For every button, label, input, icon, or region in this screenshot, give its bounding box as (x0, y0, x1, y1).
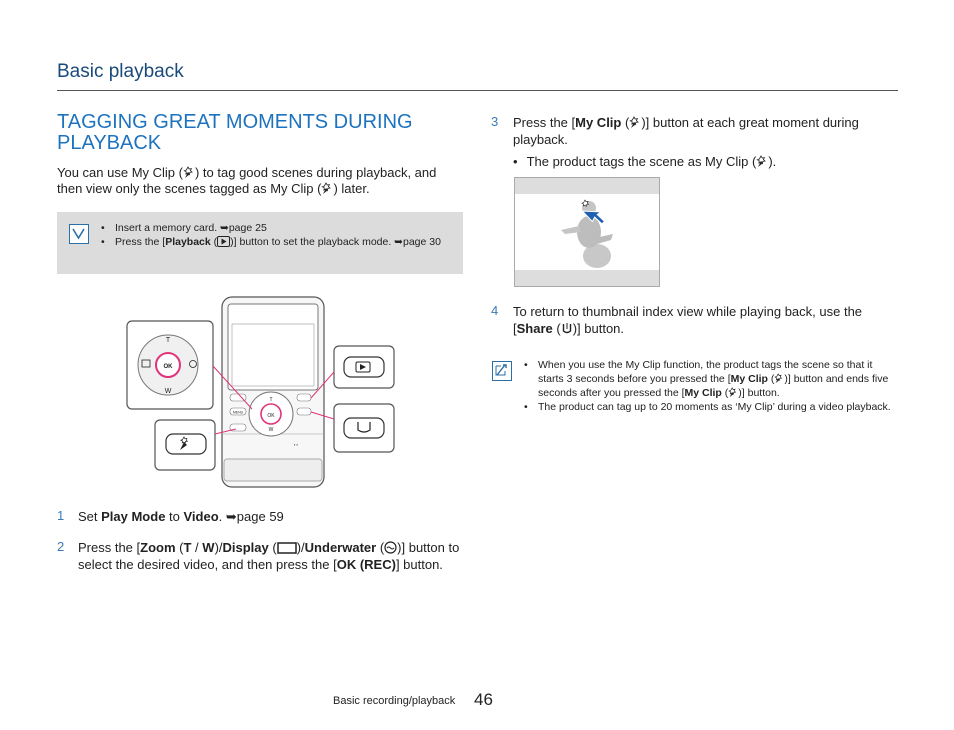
intro-text-3: ) later. (333, 181, 370, 196)
step-3-text: Press the [My Clip ( )] button at each great moment during playback. (513, 115, 859, 147)
intro-text-2: ) to tag good scenes during playback, and then view only the scenes tagged as My Clip ( (57, 165, 437, 196)
dial-t-label: T (165, 337, 171, 344)
page-number: 46 (474, 690, 493, 709)
myclip-icon (756, 155, 768, 168)
step-3-bullet: • The product tags the scene as My Clip ( ). (513, 154, 777, 169)
step-2-text: Press the [Zoom (T / W)/Display ( )/Underwater ( )] button to select the desired video, and then press the [OK (REC)] button. (78, 540, 460, 572)
dial-w-label: W (164, 388, 172, 395)
small-t-label: T (269, 397, 273, 403)
display-icon (277, 542, 297, 554)
note-item: • Press the [Playback ( )] button to set the playback mode. ➥page 30 (99, 235, 444, 249)
share-icon (561, 322, 573, 335)
myclip-icon (629, 116, 641, 129)
myclip-icon (728, 387, 738, 398)
note-box-prerequisites (57, 212, 463, 274)
screen-top-bar (515, 178, 659, 194)
playback-icon (217, 236, 230, 247)
note-item: • Insert a memory card. ➥page 25 (99, 221, 444, 235)
intro-text-1: You can use My Clip ( (57, 165, 183, 180)
myclip-icon (774, 373, 784, 384)
section-title-line2: PLAYBACK (57, 132, 162, 154)
step-number: 3 (491, 114, 499, 129)
screen-bottom-bar (515, 270, 659, 286)
myclip-icon (183, 166, 195, 179)
intro-paragraph (57, 165, 462, 197)
note-item: • When you use the My Clip function, the product tags the scene so that it starts 3 seconds before you pressed the [My Clip ( )] button and ends five seconds after you pressed the [My Clip ( )] button. (522, 358, 892, 400)
myclip-icon (321, 182, 333, 195)
small-ok-label: OK (267, 413, 275, 419)
menu-label: MENU (232, 410, 244, 415)
camcorder-illustration (124, 294, 400, 492)
note-item: • The product can tag up to 20 moments as ‘My Clip’ during a video playback. (522, 400, 892, 414)
skater-figure (555, 194, 625, 270)
note-icon (69, 224, 89, 244)
small-w-label: W (268, 427, 274, 433)
section-title-line1: TAGGING GREAT MOMENTS DURING (57, 111, 413, 133)
note2-list (522, 358, 892, 414)
svg-text:▪ ▪: ▪ ▪ (294, 442, 298, 447)
note-list (99, 221, 444, 249)
section-title (57, 112, 457, 154)
playback-screen-thumbnail (514, 177, 660, 287)
header-divider (57, 90, 898, 91)
note-icon (492, 361, 512, 381)
step-1-text: Set Play Mode to Video. ➥page 59 (78, 509, 284, 524)
step-number: 1 (57, 508, 65, 523)
step-4-text: To return to thumbnail index view while playing back, use the [Share ( )] button. (513, 304, 863, 336)
header-title: Basic playback (57, 61, 184, 82)
step-number: 4 (491, 303, 499, 318)
underwater-icon (384, 541, 397, 554)
step-number: 2 (57, 539, 65, 554)
dial-ok-label: OK (163, 364, 173, 370)
footer-section-label: Basic recording/playback (333, 695, 456, 707)
